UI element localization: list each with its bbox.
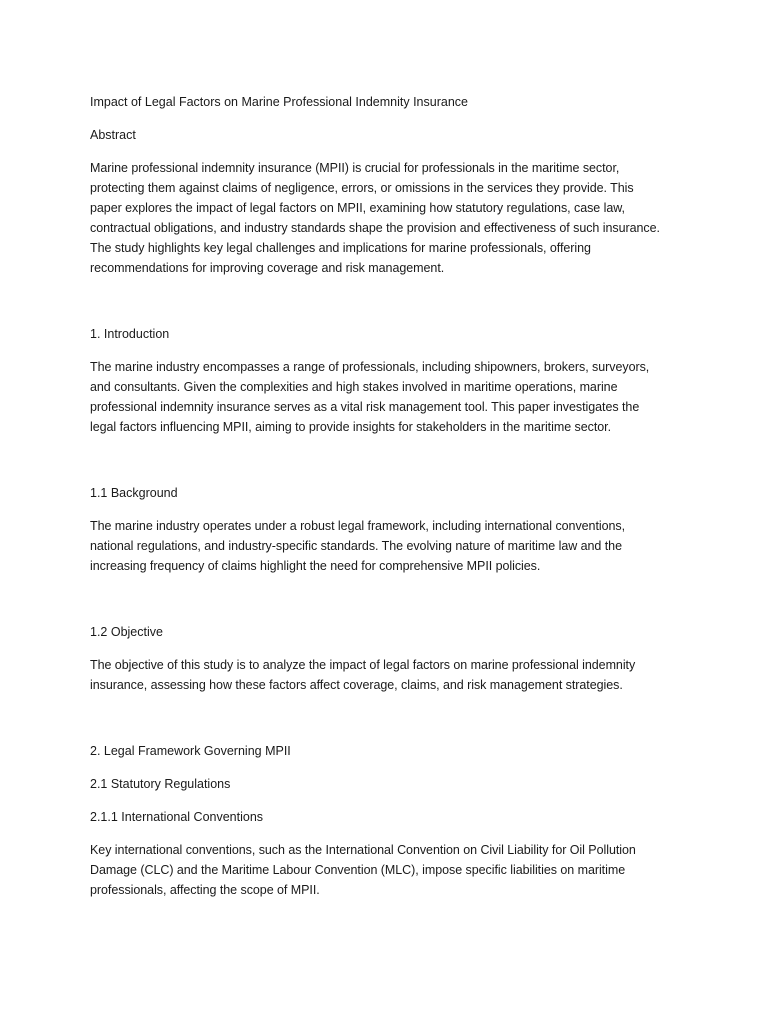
abstract-line: Marine professional indemnity insurance (MPII) is crucial for professionals in the maritime sector, [90, 161, 620, 175]
abstract-line: The study highlights key legal challenges and implications for marine professionals, offering [90, 241, 591, 255]
background-heading: 1.1 Background [90, 486, 178, 500]
abstract-line: protecting them against claims of negligence, errors, or omissions in the services they provide. This [90, 181, 634, 195]
introduction-line: professional indemnity insurance serves as a vital risk management tool. This paper investigates the [90, 400, 640, 414]
objective-heading: 1.2 Objective [90, 625, 163, 639]
abstract-paragraph [90, 158, 674, 278]
conventions-line: Key international conventions, such as the International Convention on Civil Liability for Oil Pollution [90, 843, 636, 857]
objective-line: insurance, assessing how these factors affect coverage, claims, and risk management strategies. [90, 678, 623, 692]
introduction-line: The marine industry encompasses a range of professionals, including shipowners, brokers, surveyors, [90, 360, 650, 374]
abstract-heading: Abstract [90, 128, 136, 142]
abstract-line: paper explores the impact of legal factors on MPII, examining how statutory regulations, case law, [90, 201, 625, 215]
background-line: The marine industry operates under a robust legal framework, including international conventions, [90, 519, 626, 533]
conventions-paragraph [90, 840, 674, 900]
international-conventions-heading: 2.1.1 International Conventions [90, 810, 264, 824]
statutory-regulations-heading: 2.1 Statutory Regulations [90, 777, 231, 791]
objective-paragraph [90, 655, 674, 695]
background-paragraph [90, 516, 674, 576]
introduction-line: legal factors influencing MPII, aiming to provide insights for stakeholders in the maritime sector. [90, 420, 611, 434]
introduction-line: and consultants. Given the complexities and high stakes involved in maritime operations, marine [90, 380, 618, 394]
objective-line: The objective of this study is to analyze the impact of legal factors on marine professional indemnity [90, 658, 636, 672]
conventions-line: professionals, affecting the scope of MPII. [90, 883, 320, 897]
introduction-heading: 1. Introduction [90, 327, 170, 341]
introduction-paragraph [90, 357, 674, 437]
abstract-line: contractual obligations, and industry standards shape the provision and effectiveness of such insurance. [90, 221, 660, 235]
abstract-line: recommendations for improving coverage and risk management. [90, 261, 445, 275]
document-title: Impact of Legal Factors on Marine Professional Indemnity Insurance [90, 95, 468, 109]
conventions-line: Damage (CLC) and the Maritime Labour Convention (MLC), impose specific liabilities on maritime [90, 863, 626, 877]
background-line: national regulations, and industry-specific standards. The evolving nature of maritime law and the [90, 539, 622, 553]
legal-framework-heading: 2. Legal Framework Governing MPII [90, 744, 291, 758]
background-line: increasing frequency of claims highlight the need for comprehensive MPII policies. [90, 559, 541, 573]
